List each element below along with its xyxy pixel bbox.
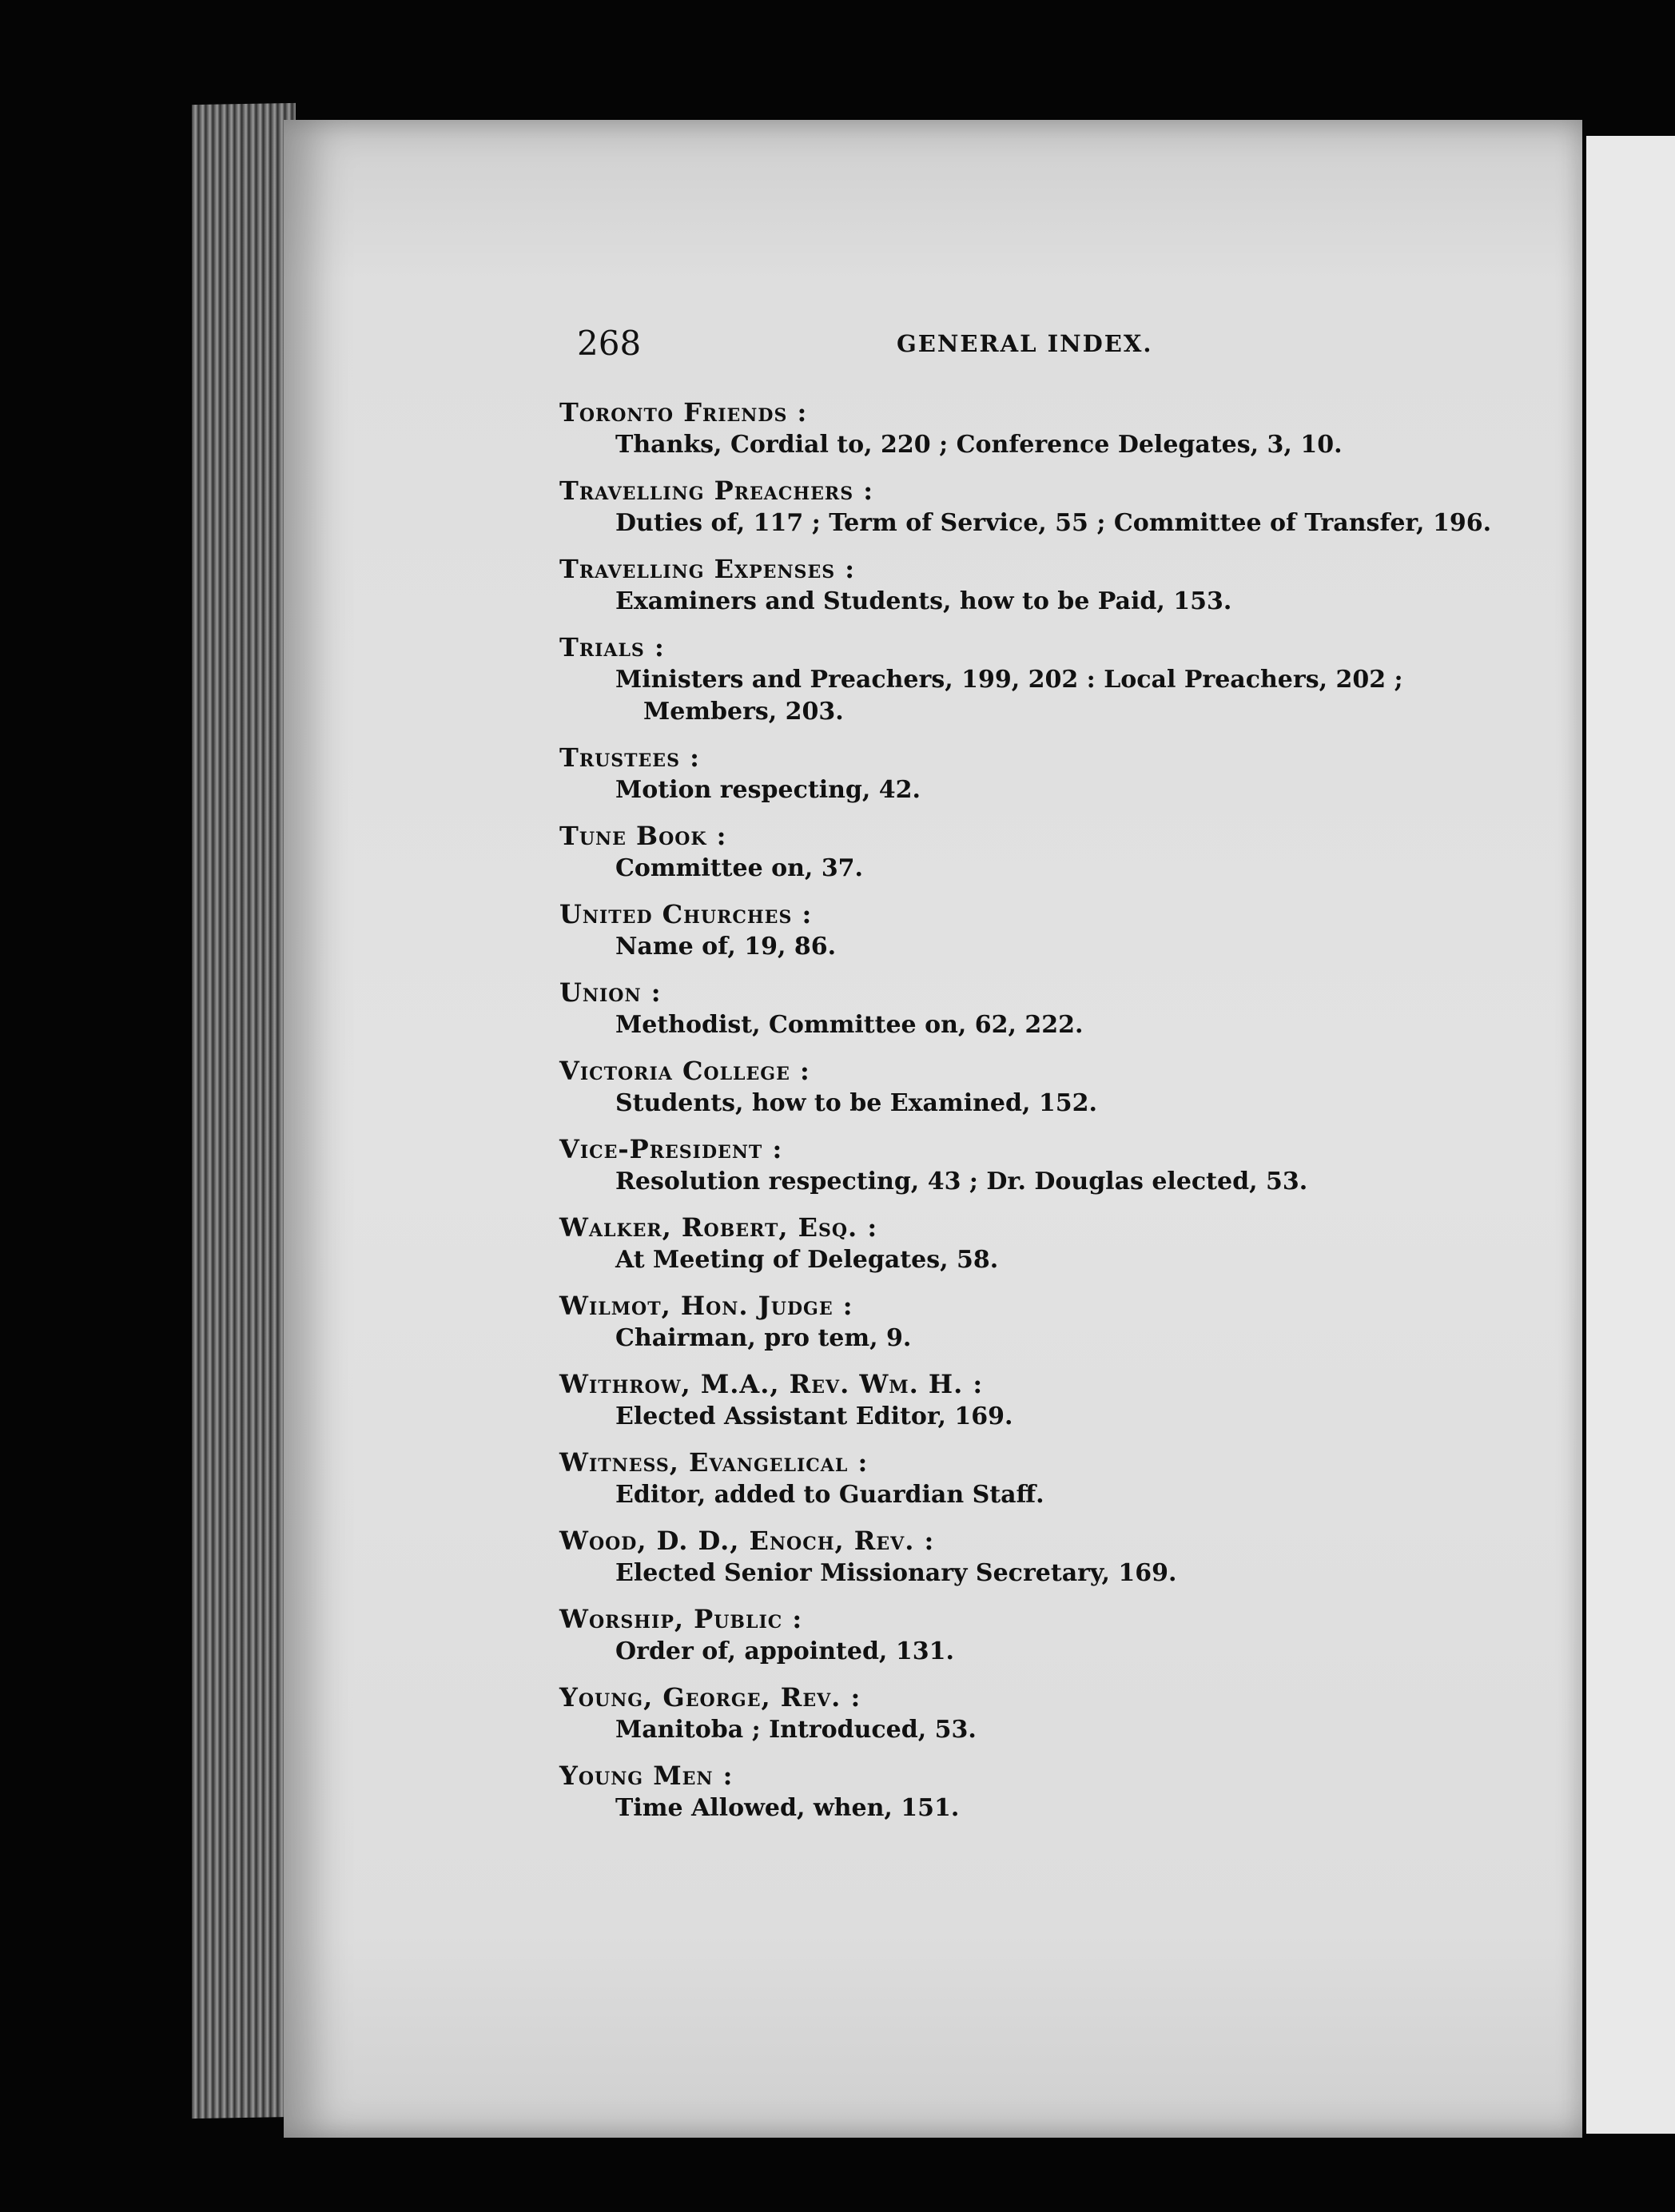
running-head: GENERAL INDEX.: [897, 330, 1153, 357]
index-entry: [559, 396, 1502, 461]
entry-detail: Order of, appointed, 131.: [615, 1637, 954, 1665]
index-entry: [559, 1446, 1502, 1511]
page-number: 268: [577, 324, 642, 363]
index-entry: [559, 1524, 1502, 1589]
index-entry: [559, 1759, 1502, 1824]
index-entry: [559, 1681, 1502, 1746]
entry-detail: Motion respecting, 42.: [615, 776, 921, 804]
entry-heading: United Churches :: [559, 899, 813, 929]
entry-heading: Witness, Evangelical :: [559, 1447, 869, 1478]
entry-heading: Vice-President :: [559, 1134, 783, 1164]
entry-heading: Travelling Expenses :: [559, 554, 856, 584]
entry-detail: Committee on, 37.: [615, 854, 864, 882]
entry-detail: At Meeting of Delegates, 58.: [615, 1246, 999, 1274]
facing-page-strip: [1586, 136, 1675, 2134]
entry-detail: Time Allowed, when, 151.: [615, 1794, 960, 1822]
entry-heading: Union :: [559, 977, 662, 1008]
entry-detail: Manitoba ; Introduced, 53.: [615, 1716, 977, 1744]
entry-detail: Methodist, Committee on, 62, 222.: [615, 1011, 1084, 1039]
index-entry: [559, 741, 1502, 806]
entry-detail: Students, how to be Examined, 152.: [615, 1089, 1097, 1117]
index-entry: [559, 1367, 1502, 1433]
index-entry: [559, 1602, 1502, 1668]
entry-detail: Resolution respecting, 43 ; Dr. Douglas elected, 53.: [615, 1168, 1308, 1196]
index-entry: [559, 819, 1502, 885]
entry-detail: Chairman, pro tem, 9.: [615, 1324, 912, 1352]
entry-heading: Young Men :: [559, 1760, 734, 1791]
entry-detail: Thanks, Cordial to, 220 ; Conference Delegates, 3, 10.: [615, 431, 1343, 459]
entry-heading: Trustees :: [559, 742, 700, 773]
entry-heading: Young, George, Rev. :: [559, 1682, 861, 1713]
entry-detail: Name of, 19, 86.: [615, 933, 837, 961]
entry-heading: Wilmot, Hon. Judge :: [559, 1291, 853, 1321]
index-list: [559, 396, 1502, 1837]
index-entry: [559, 976, 1502, 1041]
index-entry: [559, 897, 1502, 963]
index-entry: [559, 552, 1502, 618]
entry-detail: Editor, added to Guardian Staff.: [615, 1481, 1044, 1509]
book-page-edges: [192, 103, 296, 2119]
entry-heading: Wood, D. D., Enoch, Rev. :: [559, 1526, 935, 1556]
entry-heading: Victoria College :: [559, 1056, 810, 1086]
entry-detail: Examiners and Students, how to be Paid, 153.: [615, 587, 1232, 615]
index-entry: [559, 1132, 1502, 1198]
entry-heading: Worship, Public :: [559, 1604, 803, 1634]
entry-heading: Toronto Friends :: [559, 397, 808, 428]
entry-heading: Travelling Preachers :: [559, 475, 874, 506]
entry-detail: Elected Senior Missionary Secretary, 169.: [615, 1559, 1177, 1587]
index-entry: [559, 1211, 1502, 1276]
index-entry: [559, 1289, 1502, 1355]
entry-heading: Withrow, M.A., Rev. Wm. H. :: [559, 1369, 984, 1399]
index-entry: [559, 631, 1502, 728]
entry-heading: Walker, Robert, Esq. :: [559, 1212, 878, 1243]
entry-heading: Trials :: [559, 632, 665, 662]
entry-detail: Duties of, 117 ; Term of Service, 55 ; Committee of Transfer, 196.: [615, 509, 1492, 537]
index-entry: [559, 474, 1502, 539]
entry-heading: Tune Book :: [559, 821, 727, 851]
entry-detail: Elected Assistant Editor, 169.: [615, 1402, 1013, 1430]
entry-detail: Ministers and Preachers, 199, 202 : Local Preachers, 202 ; Members, 203.: [615, 666, 1403, 726]
index-entry: [559, 1054, 1502, 1120]
